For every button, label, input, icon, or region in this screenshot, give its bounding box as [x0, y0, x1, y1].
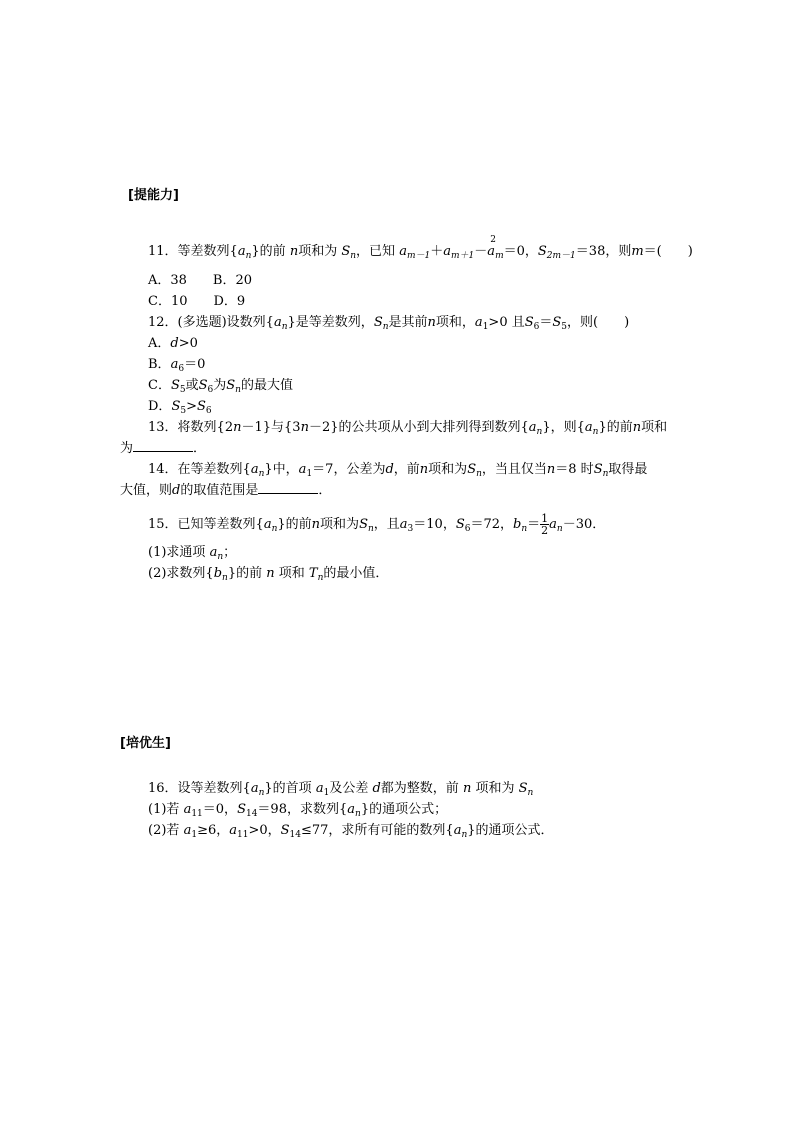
question-12-option-a: A．d>0 — [148, 336, 198, 351]
question-14-line2: 大值，则d的取值范围是 ． — [120, 483, 332, 498]
question-12-option-c: C．$S_5$或$S_6$为$S_n$的最大值 — [148, 378, 293, 395]
question-11-options-ab: A．38 B．20 — [148, 273, 253, 288]
section-heading-advanced: [提能力] — [128, 188, 179, 203]
question-12-stem: 12．(多选题)设数列$\{a_n\}$是等差数列，$S_n$是其前n项和，$a_1>0$ 且$S_6=S_5$，则( ) — [148, 315, 630, 332]
question-15-part1: (1)求通项 $a_n$； — [148, 545, 237, 562]
question-12-option-b: B．$a_6=0$ — [148, 357, 206, 374]
question-15-part2: (2)求数列$\{b_n\}$的前 n 项和 $T_n$的最小值． — [148, 566, 389, 583]
question-16-stem: 16．设等差数列$\{a_n\}$的首项 $a_1$及公差 d都为整数，前 n 项和为 $S_n$ — [148, 781, 534, 798]
section-heading-excellent: [培优生] — [120, 736, 171, 751]
answer-blank — [133, 439, 193, 452]
question-16-part1: (1)若 $a_{11}=0$，$S_{14}=98$，求数列$\{a_n\}$的通项公式； — [148, 802, 448, 819]
question-13-line1: 13．将数列{2n－1}与{3n－2}的公共项从小到大排列得到数列$\{a_n\}$，则$\{a_n\}$的前n项和 — [148, 420, 668, 437]
answer-blank — [258, 481, 318, 494]
question-11-stem: 11．等差数列$\{a_n\}$的前 n项和为 $S_n$，已知 $a_{m-1}+a_{m+1}-$ 2 $a_m=0$，$S_{2m-1}=38$，则m＝( ) — [148, 235, 693, 261]
question-13-line2: 为 ． — [120, 441, 207, 456]
fraction-one-half: $\frac{1}{2}$ — [541, 512, 549, 537]
question-14-line1: 14．在等差数列$\{a_n\}$中，$a_1=7$，公差为d，前n项和为$S_n$，当且仅当n＝8 时$S_n$取得最 — [148, 462, 648, 479]
question-12-option-d: D．$S_5>S_6$ — [148, 399, 212, 416]
question-11-options-cd: C．10 D．9 — [148, 294, 246, 309]
question-16-part2: (2)若 $a_1\ge 6$，$a_{11}>0$，$S_{14}\le 77$，求所有可能的数列$\{a_n\}$的通项公式． — [148, 823, 554, 840]
question-15-stem: 15．已知等差数列$\{a_n\}$的前n项和为$S_n$，且$a_3=10$，$S_6=72$，$b_n=$ $\frac{1}{2}$ $a_n-30$． — [148, 512, 606, 537]
